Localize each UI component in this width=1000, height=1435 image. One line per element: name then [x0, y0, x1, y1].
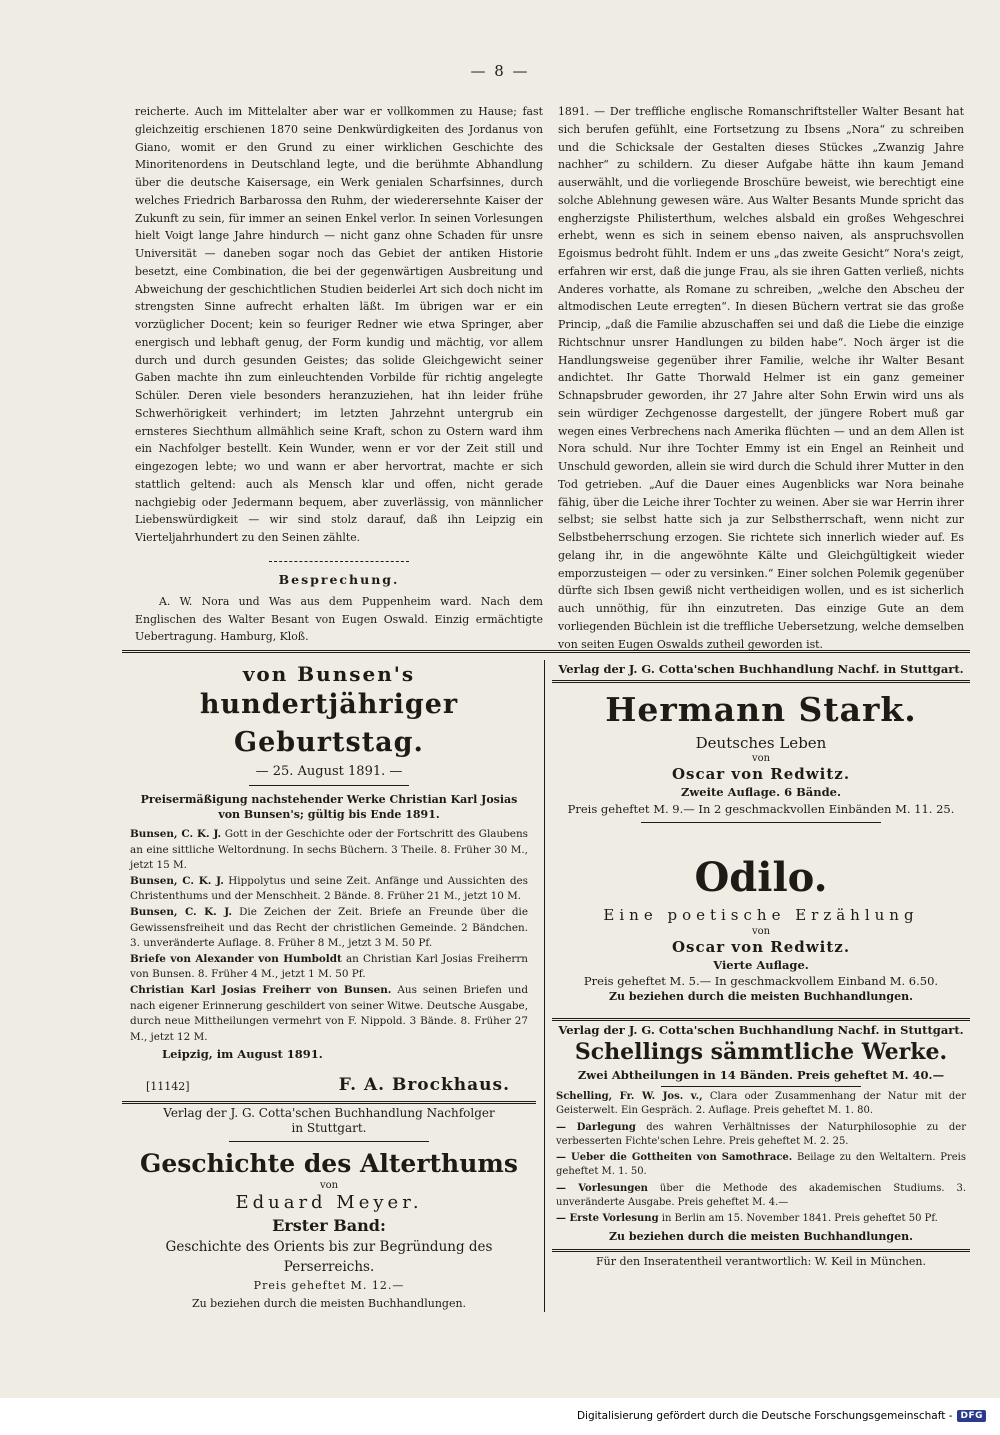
- ad-odilo-edition: Vierte Auflage.: [713, 958, 809, 972]
- ad-bunsen-intro: Preisermäßigung nachstehender Werke Christian Karl Josias von Bunsen's; gültig bis Ende 1891.: [140, 793, 518, 821]
- ad-entry: Bunsen, C. K. J. Die Zeichen der Zeit. Briefe an Freunde über die Gewissensfreiheit und das Recht der christlichen Gemeinde. 2 Bändchen. 3. unveränderte Auflage. 8. Früher 8 M., jetzt 3 M. 50 Pf.: [130, 905, 528, 950]
- dfg-logo-icon: DFG: [957, 1410, 986, 1422]
- ad-separator: [552, 1018, 970, 1021]
- ad-schelling-summary: Zwei Abtheilungen in 14 Bänden. Preis geheftet M. 40.—: [577, 1068, 945, 1082]
- ad-bunsen-code: [11142]: [146, 1080, 190, 1094]
- ad-entry: — Ueber die Gottheiten von Samothrace. Beilage zu den Weltaltern. Preis geheftet M. 1. 50.: [556, 1152, 966, 1178]
- ad-separator: [122, 1101, 536, 1104]
- ad-meyer-author: Eduard Meyer.: [235, 1192, 423, 1213]
- page-number: — 8 —: [470, 62, 530, 80]
- ad-meyer-von: von: [319, 1180, 339, 1191]
- ad-bunsen-line1: von Bunsen's: [242, 662, 416, 686]
- ad-bunsen-date: — 25. August 1891. —: [255, 764, 403, 779]
- ad-schelling: [552, 1023, 970, 1268]
- ad-odilo-von: von: [751, 926, 771, 937]
- ad-entry: Schelling, Fr. W. Jos. v., Clara oder Zusammenhang der Natur mit der Geisterwelt. Ein Gespräch. 2. Auflage. Preis geheftet M. 1. 80.: [556, 1091, 966, 1117]
- left-column: [135, 103, 543, 646]
- ad-entry: Christian Karl Josias Freiherr von Bunsen. Aus seinen Briefen und nach eigener Erinnerung geschildert von seiner Witwe. Deutsche Ausgabe, durch neue Mittheilungen vermehrt von F. Nippold. 3 Bände. 8. Früher 27 M., jetzt 12 M.: [130, 983, 528, 1043]
- ad-bunsen-signature-row: [122, 1061, 536, 1095]
- ad-odilo-title: Odilo.: [694, 854, 828, 901]
- ad-stark-rule: [552, 680, 970, 683]
- review-heading: Besprechung.: [278, 571, 400, 587]
- ad-entry: — Darlegung des wahren Verhältnisses der Naturphilosophie zu der verbesserten Fichte'schen Lehre. Preis geheftet M. 2. 25.: [556, 1121, 966, 1147]
- ad-stark-author: Oscar von Redwitz.: [671, 765, 851, 783]
- ad-odilo-price: Preis geheftet M. 5.— In geschmackvollem Einband M. 6.50.: [583, 974, 939, 988]
- ad-schelling-responsible: Für den Inseratentheil verantwortlich: W. Keil in München.: [595, 1254, 927, 1268]
- ad-stark-subtitle: Deutsches Leben: [695, 734, 827, 752]
- right-article-text: 1891. — Der treffliche englische Romanschriftsteller Walter Besant hat sich berufen gefühlt, eine Fortsetzung zu Ibsens „Nora“ zu schreiben und die Schicksale der Gestalten dieses Stückes „Zwanzig Jahre nachher“ zu schildern. Zu dieser Aufgabe hätte ihn kaum Jemand auserwählt, und die vorliegende Broschüre beweist, wie berechtigt eine solche Ablehnung gewesen wäre. Aus Walter Besants Munde spricht das engherzigste Philisterthum, welches alsbald ein großes Wehgeschrei erhebt, wenn es sich in seinem ebenso naiven, als anspruchsvollen Egoismus bedroht fühlt. Indem er uns „das zweite Gesicht“ Nora's zeigt, erfahren wir erst, daß die junge Frau, als sie ihren Gatten verließ, nichts Anderes vorhatte, als Romane zu schreiben, „welche den Abscheu der altmodischen Leute erregten“. In diesen Büchern vertrat sie das große Princip, „daß die Familie abzuschaffen sei und daß die Liebe die einzige Richtschnur unsrer Handlungen zu bilden habe“. Noch ärger ist die Handlungsweise gegenüber ihrer Familie, welche ihr Walter Besant andichtet. Ihr Gatte Thorwald Helmer ist ein ganz gemeiner Schnapsbruder geworden, ihr 27 Jahre alter Sohn Erwin wird uns als sein würdiger Zechgenosse dargestellt, der jüngere Robert muß gar wegen eines Verbrechens nach Amerika flüchten — und an dem Allen ist Nora schuld. Nur ihre Tochter Emmy ist ein Engel an Reinheit und Unschuld geworden, allein sie wird durch die Schuld ihrer Mutter in den Tod getrieben. „Auf die Dauer eines Augenblicks war Nora beinahe fähig, über die Leiche ihrer Tochter zu weinen. Aber sie war Herrin ihrer selbst; sie selbst hatte sich ja zur Selbstherrschaft, wenn nicht zur Selbstbeherrschung erzogen. Sie richtete sich innerlich wieder auf. Es gelang ihr, in die angewöhnte Kälte und Gleichgültigkeit wieder emporzusteigen — oder zu versinken.“ Einer solchen Polemik gegenüber dürfte sich Ibsen gewiß nicht vertheidigen wollen, und es ist sicherlich auch unnöthig, für ihn einzutreten. Das einzige Gute an dem vorliegenden Büchlein ist die treffliche Uebersetzung, welche demselben von seiten Eugen Oswalds zutheil geworden ist.: [558, 105, 964, 651]
- right-column: [558, 103, 964, 653]
- ad-stark-von: von: [751, 753, 771, 764]
- ad-stark-separator: [641, 822, 881, 823]
- ad-bunsen-title: hundertjähriger Geburtstag.: [199, 689, 459, 758]
- ad-entry: Bunsen, C. K. J. Hippolytus und seine Zeit. Anfänge und Aussichten des Christenthums und der Menschheit. 2 Bände. 8. Früher 21 M., jetzt 10 M.: [130, 874, 528, 903]
- ad-meyer: [122, 1106, 536, 1313]
- ad-stark-title: Hermann Stark.: [605, 690, 917, 729]
- ad-odilo: [552, 852, 970, 1005]
- review-text: A. W. Nora und Was aus dem Puppenheim ward. Nach dem Englischen des Walter Besant von Eugen Oswald. Einzig ermächtigte Uebertragung. Hamburg, Kloß.: [135, 594, 543, 644]
- ad-schelling-rule-bottom: [552, 1249, 970, 1252]
- ad-meyer-price: Preis geheftet M. 12.—: [253, 1279, 405, 1292]
- ad-meyer-publisher: Verlag der J. G. Cotta'schen Buchhandlung Nachfolger in Stuttgart.: [163, 1106, 495, 1135]
- ad-bunsen: [122, 662, 536, 1095]
- ad-bunsen-rule: [249, 785, 409, 786]
- ad-bunsen-place-date: Leipzig, im August 1891.: [162, 1047, 323, 1062]
- ad-meyer-title: Geschichte des Alterthums: [140, 1149, 518, 1178]
- digitization-credit: [577, 1410, 986, 1422]
- ad-stark-price: Preis geheftet M. 9.— In 2 geschmackvollen Einbänden M. 11. 25.: [567, 802, 955, 816]
- section-divider: [269, 561, 409, 562]
- ad-stark-publisher: Verlag der J. G. Cotta'schen Buchhandlung Nachf. in Stuttgart.: [558, 662, 964, 676]
- ad-bunsen-entries: [122, 822, 536, 1045]
- left-article-text: reicherte. Auch im Mittelalter aber war er vollkommen zu Hause; fast gleichzeitig erschienen 1870 seine Denkwürdigkeiten des Jordanus von Giano, womit er den Grund zu einer wirklichen Geschichte des Minoritenordens in Deutschland legte, und die berühmte Abhandlung über die deutsche Kaisersage, ein Werk genialen Scharfsinnes, durch welches Friedrich Barbarossa den Ruhm, der wiederersehnte Kaiser der Zukunft zu sein, für immer an seinen Enkel verlor. In seinen Vorlesungen hielt Voigt lange Jahre hindurch — nicht ganz ohne Schaden für unsre Universität — daneben sogar noch das Gebiet der antiken Historie besetzt, eine Combination, die bei der gegenwärtigen Ausbreitung und Abweichung der geschichtlichen Studien beiderlei Art sich doch nicht im strengsten Sinne aufrecht erhalten läßt. Im übrigen war er ein vorzüglicher Docent; kein so feuriger Redner wie etwa Springer, aber energisch und lebhaft genug, der Form kundig und mächtig, vor allem durch und durch gesunden Geistes; das solide Gleichgewicht seiner Gaben machte ihn zum einleuchtenden Vorbilde für richtig angelegte Schüler. Deren viele besonders heranzuziehen, hat ihn leider frühe Schwerhörigkeit verhindert; im letzten Jahrzehnt untergrub ein ernsteres Siechthum allmählich seine Kraft, schon zu Ostern ward ihm ein Nachfolger bestellt. Kein Wunder, wenn er vor der Zeit still und eingezogen lebte; wo und wann er aber hervortrat, machte er sich stattlich geltend: auch als Mensch klar und offen, nicht gerade nachgiebig oder Jedermann bequem, aber zuverlässig, von männlicher Liebenswürdigkeit — wir sind stolz darauf, daß ihn Leipzig ein Vierteljahrhundert zu den Seinen zählte.: [135, 105, 543, 544]
- ad-entry: Briefe von Alexander von Humboldt an Christian Karl Josias Freiherrn von Bunsen. 8. Früher 4 M., jetzt 1 M. 50 Pf.: [130, 952, 529, 981]
- ad-schelling-publisher: Verlag der J. G. Cotta'schen Buchhandlung Nachf. in Stuttgart.: [558, 1023, 964, 1037]
- ad-meyer-note: Zu beziehen durch die meisten Buchhandlungen.: [191, 1297, 467, 1310]
- ad-odilo-author: Oscar von Redwitz.: [671, 938, 851, 956]
- ad-stark-edition: Zweite Auflage. 6 Bände.: [681, 785, 841, 799]
- ad-schelling-note: Zu beziehen durch die meisten Buchhandlungen.: [609, 1229, 913, 1243]
- ad-stark: [552, 662, 970, 823]
- ad-bunsen-firm: F. A. Brockhaus.: [338, 1075, 510, 1096]
- ad-meyer-rule: [229, 1141, 429, 1142]
- ad-schelling-entries: [552, 1090, 970, 1227]
- ad-odilo-note: Zu beziehen durch die meisten Buchhandlungen.: [609, 990, 913, 1003]
- ad-entry: — Vorlesungen über die Methode des akademischen Studiums. 3. unveränderte Ausgabe. Preis geheftet M. 4.—: [556, 1182, 966, 1209]
- digitization-credit-text: Digitalisierung gefördert durch die Deutsche Forschungsgemeinschaft -: [576, 1410, 953, 1422]
- ad-entry: — Erste Vorlesung in Berlin am 15. November 1841. Preis geheftet 50 Pf.: [556, 1213, 938, 1225]
- ad-schelling-rule: [661, 1086, 861, 1087]
- ad-meyer-volume: Erster Band:: [272, 1216, 386, 1235]
- advertisement-divider: [122, 650, 970, 653]
- ad-schelling-title: Schellings sämmtliche Werke.: [574, 1039, 948, 1065]
- ad-odilo-subtitle: Eine poetische Erzählung: [603, 906, 919, 924]
- column-divider: [544, 660, 545, 1312]
- ad-meyer-subtitle: Geschichte des Orients bis zur Begründung des Perserreichs.: [165, 1239, 493, 1275]
- ad-entry: Bunsen, C. K. J. Gott in der Geschichte oder der Fortschritt des Glaubens an eine sittliche Weltordnung. In sechs Büchern. 3 Theile. 8. Früher 30 M., jetzt 15 M.: [130, 828, 528, 872]
